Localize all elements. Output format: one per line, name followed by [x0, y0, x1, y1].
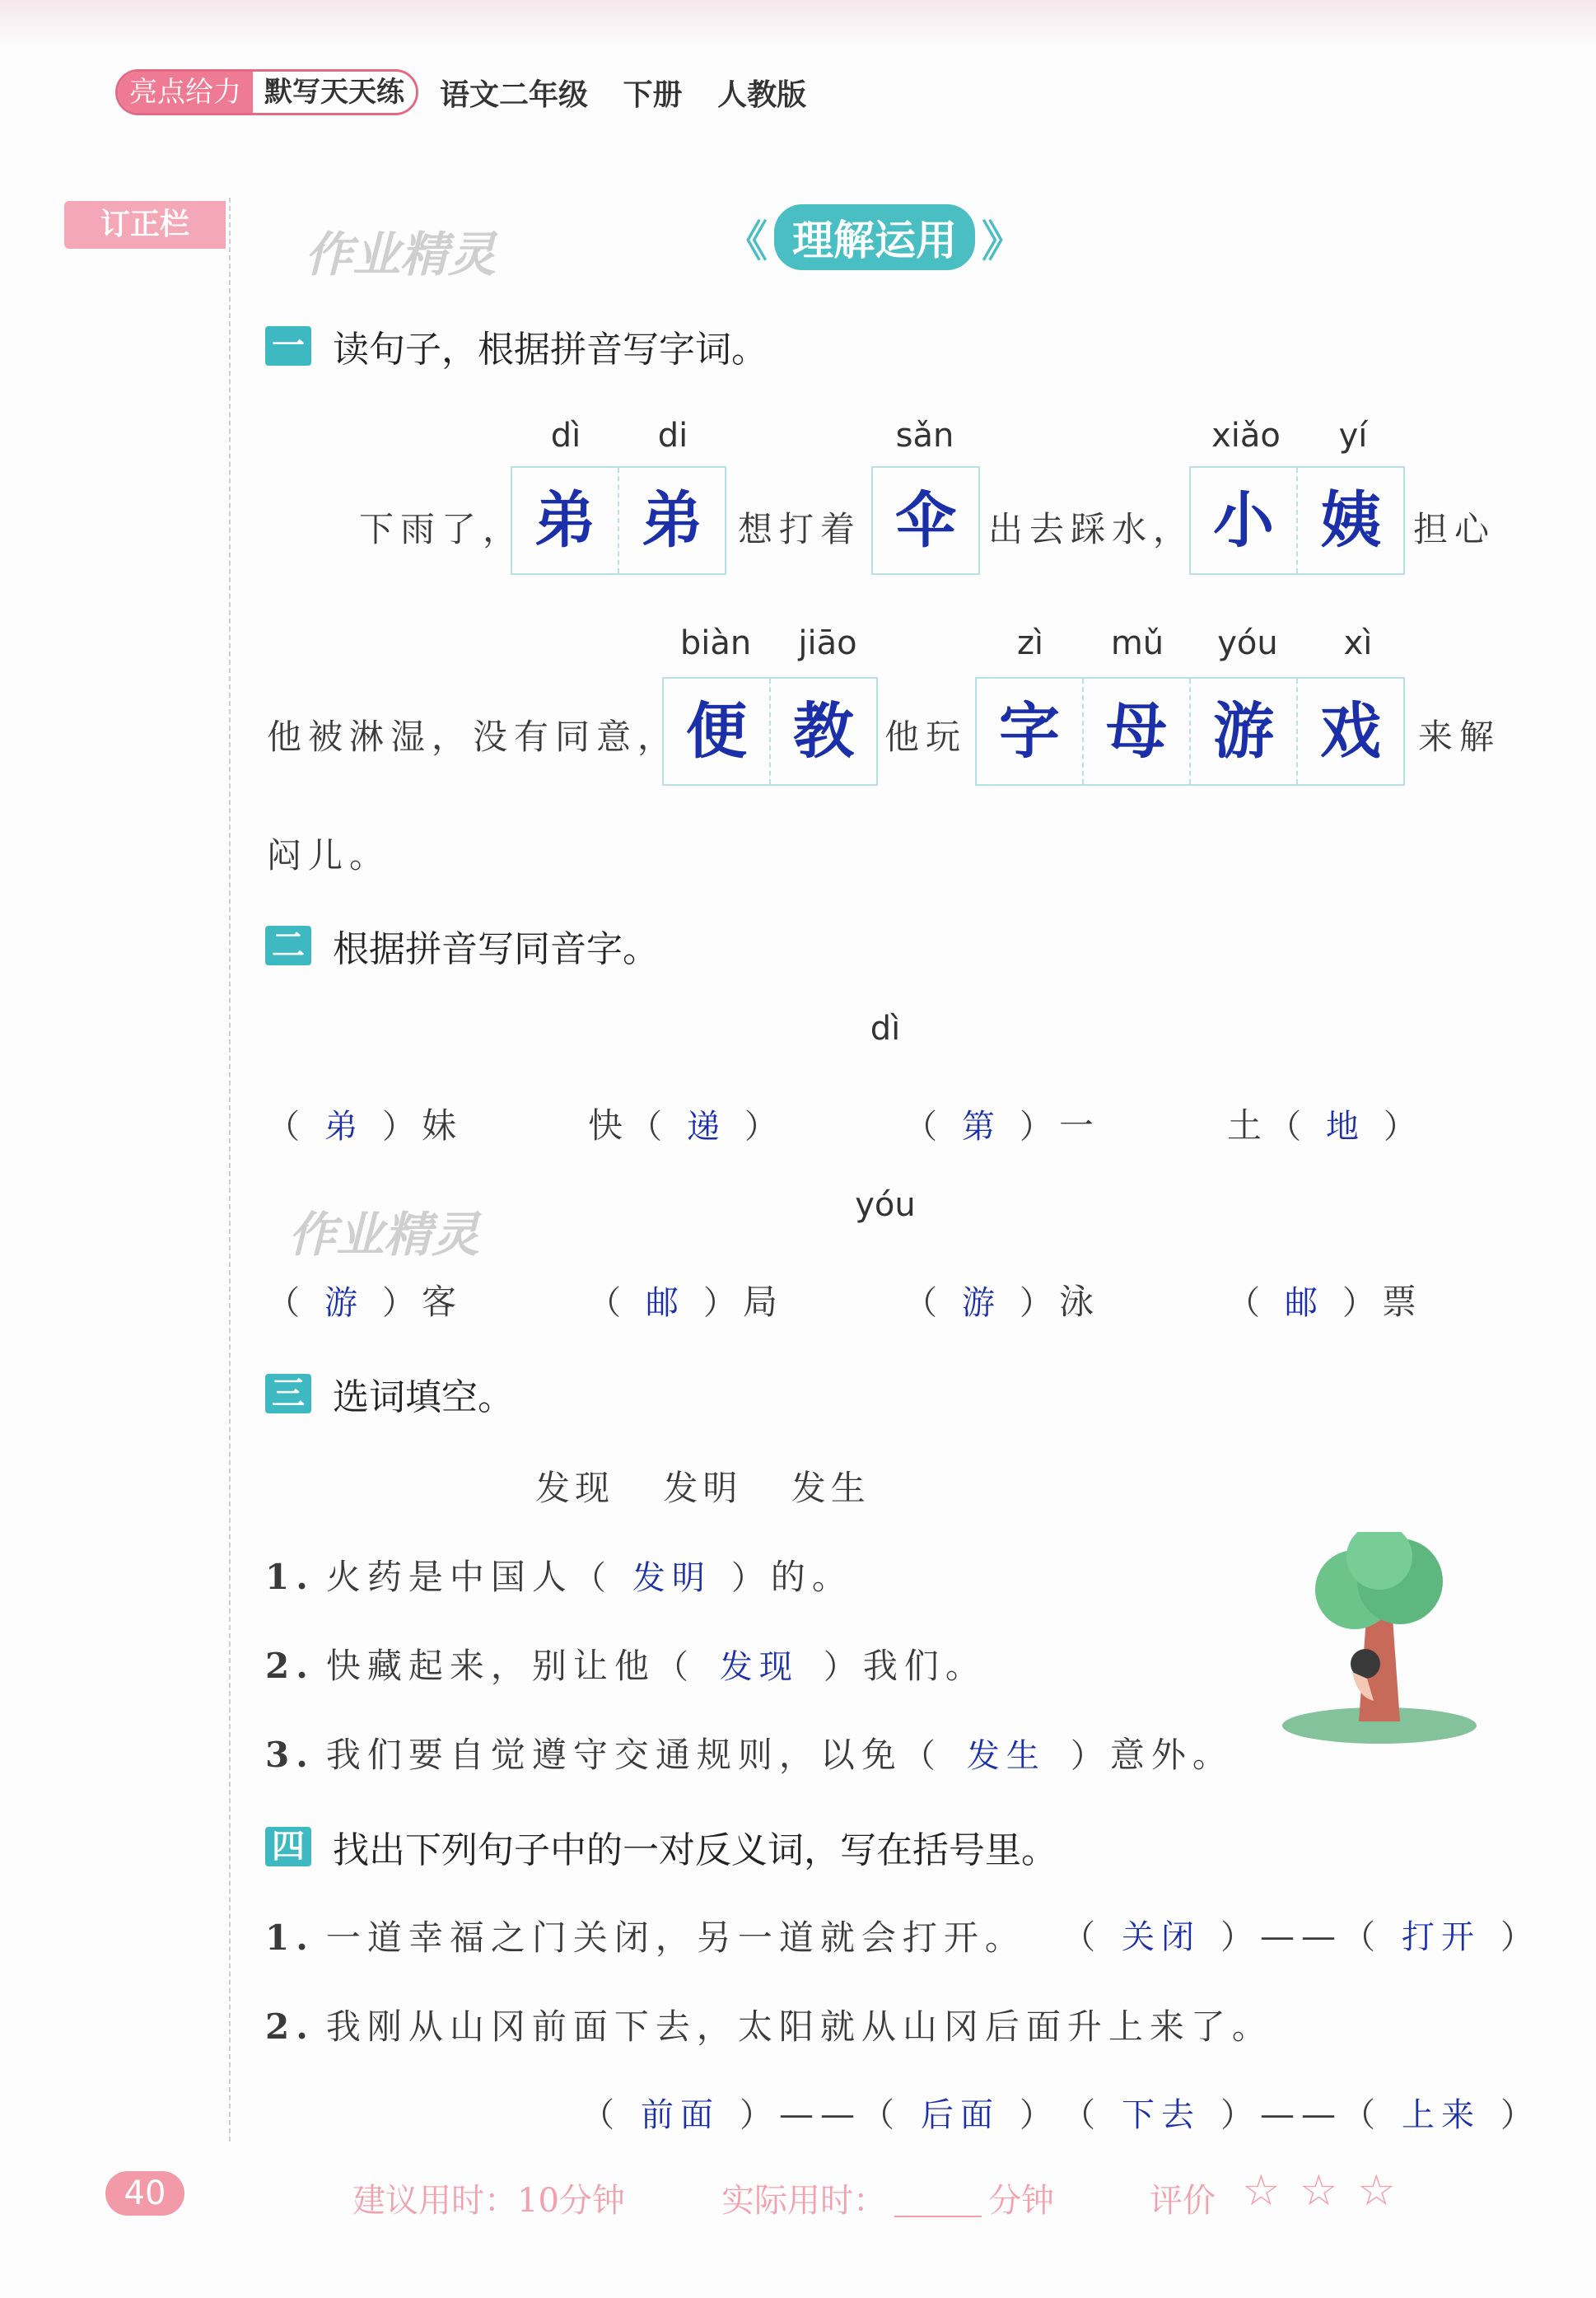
fill-item: （ 邮 ）票	[1227, 1282, 1424, 1322]
item-number: 2.	[265, 2006, 315, 2047]
item-text: 泳	[1059, 1282, 1101, 1322]
item-text: 我们要自觉遵守交通规则，以免	[325, 1735, 903, 1775]
series-badge	[115, 69, 418, 115]
answer: 弟	[324, 1108, 364, 1146]
answer: 邮	[646, 1284, 685, 1322]
pinyin: xì	[1343, 624, 1373, 662]
fill-item: 1. 火药是中国人（ 发明 ）的。	[265, 1557, 853, 1597]
section-title: 理解运用	[774, 204, 975, 270]
fill-item: 2. 快藏起来，别让他（ 发现 ）我们。	[265, 1646, 987, 1686]
answer-grid	[871, 466, 980, 575]
section-banner	[725, 206, 1024, 269]
watermark: 作业精灵	[305, 227, 497, 283]
question-title: 根据拼音写同音字。	[333, 928, 659, 970]
question-1-heading	[265, 320, 768, 372]
answer: 前面	[641, 2096, 720, 2134]
answer: 发现	[719, 1648, 799, 1686]
fill-item	[265, 1911, 1026, 1960]
answer-char: 姨	[1320, 485, 1381, 556]
answer: 发生	[966, 1737, 1046, 1775]
fill-item: 快（ 递 ）	[588, 1105, 785, 1146]
item-text: 我刚从山冈前面下去，太阳就从山冈后面升上来了。	[325, 2006, 1273, 2047]
actual-time-blank	[894, 2216, 982, 2217]
star-icon[interactable]: ☆	[1357, 2166, 1396, 2216]
item-text: 快藏起来，别让他	[325, 1646, 656, 1686]
item-text: 的。	[770, 1557, 853, 1597]
item-number: 1.	[265, 1557, 315, 1597]
fill-item	[265, 2000, 1273, 2049]
question-title: 找出下列句子中的一对反义词，写在括号里。	[333, 1829, 1057, 1871]
answer: 关闭	[1122, 1918, 1201, 1956]
item-text: 火药是中国人	[325, 1557, 573, 1597]
answer: 打开	[1402, 1918, 1481, 1956]
answer: 递	[687, 1108, 727, 1146]
answer: 第	[962, 1108, 1001, 1146]
brand-label: 亮点给力	[118, 72, 253, 113]
answer: 发明	[632, 1559, 712, 1597]
answer: 邮	[1285, 1284, 1324, 1322]
time-unit: 分钟	[988, 2182, 1054, 2220]
answer: 游	[324, 1284, 364, 1322]
answer-char: 伞	[895, 485, 956, 556]
pinyin: yóu	[1217, 624, 1278, 662]
item-number: 2.	[265, 1646, 315, 1686]
fill-item: （ 游 ）客	[267, 1282, 464, 1322]
top-band	[0, 0, 1596, 49]
answer: 下去	[1122, 2096, 1201, 2134]
fill-item: （ 游 ）泳	[904, 1282, 1101, 1322]
question-title: 读句子，根据拼音写字词。	[333, 329, 768, 371]
actual-time-label: 实际用时：	[721, 2182, 886, 2220]
answer-char: 字	[977, 679, 1084, 784]
antonym-answer: （ 关闭 ）——（ 打开 ）	[1062, 1916, 1540, 1956]
pinyin: jiāo	[798, 624, 857, 662]
question-number: 一	[265, 326, 311, 366]
chevron-left-icon: 《	[725, 217, 768, 267]
pinyin: yóu	[855, 1186, 916, 1224]
answer-grid	[511, 466, 726, 575]
sentence-text: 出去踩水，	[988, 509, 1195, 549]
pinyin: mǔ	[1110, 624, 1164, 662]
pinyin: biàn	[679, 624, 752, 662]
item-text: 一道幸福之门关闭，另一道就会打开。	[325, 1917, 1026, 1958]
question-3-heading	[265, 1367, 514, 1420]
pinyin: xiǎo	[1211, 417, 1281, 455]
series-label: 默写天天练	[253, 72, 416, 113]
question-number: 四	[265, 1827, 311, 1866]
sentence-text: 闷儿。	[267, 835, 391, 876]
sentence-text: 他玩	[884, 717, 968, 757]
item-text: 一	[1059, 1105, 1101, 1146]
antonym-answer: （ 下去 ）——（ 上来 ）	[1062, 2094, 1540, 2134]
suggested-time: 建议用时：10分钟	[352, 2182, 625, 2220]
page-header	[115, 69, 806, 115]
antonym-answer: （ 前面 ）——（ 后面 ）	[581, 2094, 1059, 2134]
answer-grid	[975, 677, 1405, 786]
answer-char: 母	[1084, 679, 1191, 784]
answer: 地	[1326, 1108, 1366, 1146]
answer-char: 游	[1191, 679, 1298, 784]
fill-item: （ 第 ）一	[904, 1105, 1101, 1146]
item-text: 我们。	[862, 1646, 987, 1686]
correction-divider	[229, 198, 231, 2142]
fill-item: （ 弟 ）妹	[267, 1105, 464, 1146]
pinyin: dì	[550, 417, 581, 455]
correction-column-label: 订正栏	[64, 201, 226, 249]
question-2-heading	[265, 919, 659, 972]
answer-char: 小	[1191, 468, 1298, 573]
page-number: 40	[105, 2171, 184, 2216]
question-number: 三	[265, 1374, 311, 1413]
fill-item: 土（ 地 ）	[1227, 1105, 1424, 1146]
fill-item: （ 邮 ）局	[588, 1282, 785, 1322]
pinyin: yí	[1338, 417, 1368, 455]
answer-char: 戏	[1320, 696, 1381, 767]
book-info: 语文二年级 下册 人教版	[440, 77, 807, 112]
answer: 游	[962, 1284, 1001, 1322]
answer-grid	[662, 677, 878, 786]
answer-char: 便	[664, 679, 771, 784]
answer-char: 弟	[512, 468, 619, 573]
answer: 上来	[1402, 2096, 1481, 2134]
item-text: 意外。	[1109, 1735, 1234, 1775]
watermark: 作业精灵	[288, 1207, 480, 1263]
pinyin: dì	[870, 1010, 901, 1048]
pinyin: zì	[1016, 624, 1044, 662]
star-icon[interactable]: ☆	[1300, 2166, 1338, 2216]
item-text: 土	[1227, 1105, 1269, 1146]
question-number: 二	[265, 926, 311, 965]
item-text: 妹	[422, 1105, 464, 1146]
item-text: 快	[588, 1105, 630, 1146]
sentence-text: 他被淋湿，没有同意，	[267, 717, 679, 757]
answer-char: 弟	[642, 485, 702, 556]
answer: 后面	[921, 2096, 1000, 2134]
sentence-text: 下雨了，	[359, 509, 525, 549]
question-title: 选词填空。	[333, 1376, 514, 1418]
answer-char: 教	[793, 696, 854, 767]
chevron-right-icon: 》	[982, 217, 1025, 267]
item-text: 票	[1382, 1282, 1424, 1322]
item-number: 3.	[265, 1735, 315, 1775]
star-icon[interactable]: ☆	[1242, 2166, 1281, 2216]
pinyin: sǎn	[895, 417, 954, 455]
tree-child-illustration	[1276, 1532, 1482, 1746]
answer-grid	[1189, 466, 1405, 575]
fill-item: 3. 我们要自觉遵守交通规则，以免（ 发生 ）意外。	[265, 1735, 1234, 1775]
item-text: 局	[743, 1282, 785, 1322]
item-number: 1.	[265, 1917, 315, 1958]
item-text: 客	[422, 1282, 464, 1322]
word-bank: 发现 发明 发生	[535, 1468, 870, 1508]
rating-label: 评价	[1150, 2182, 1216, 2220]
sentence-text: 想打着	[738, 509, 862, 549]
pinyin: di	[657, 417, 688, 455]
question-4-heading	[265, 1820, 1057, 1873]
sentence-text: 来解	[1418, 717, 1501, 757]
sentence-text: 担心	[1413, 509, 1496, 549]
